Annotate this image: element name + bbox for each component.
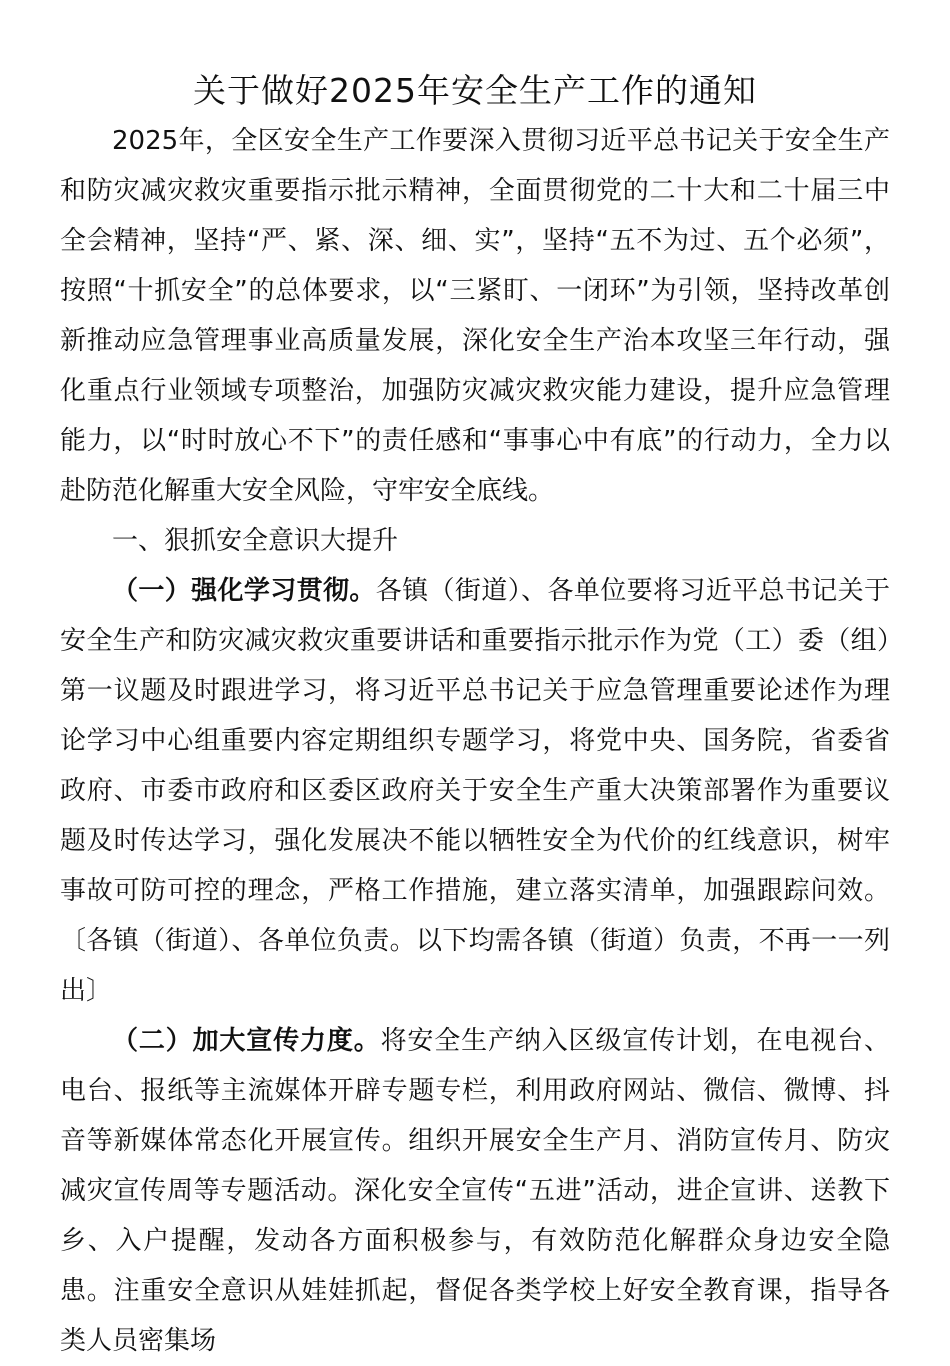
document-title: 关于做好2025年安全生产工作的通知 bbox=[193, 71, 757, 110]
section-heading-1: 一、狠抓安全意识大提升 bbox=[112, 526, 399, 556]
item-text-1: 各镇（街道）、各单位要将习近平总书记关于安全生产和防灾减灾救灾重要讲话和重要指示批示作为党（工）委（组）第一议题及时跟进学习，将习近平总书记关于应急管理重要论述作为理论学习中心组重要内容定期组织专题学习，将党中央、国务院，省委省政府、市委市政府和区委区政府关于安全生产重大决策部署作为重要议题及时传达学习，强化发展决不能以牺牲安全为代价的红线意识，树牢事故可防可控的理念，严格工作措施，建立落实清单，加强跟踪问效。〔各镇（街道）、各单位负责。以下均需各镇（街道）负责，不再一一列出〕 bbox=[60, 576, 890, 1006]
item-lead-2: （二）加大宣传力度。 bbox=[112, 1026, 381, 1056]
document-body bbox=[60, 116, 890, 1366]
item-paragraph-2 bbox=[60, 1016, 890, 1366]
item-lead-1: （一）强化学习贯彻。 bbox=[112, 576, 376, 606]
item-text-2: 将安全生产纳入区级宣传计划，在电视台、电台、报纸等主流媒体开辟专题专栏，利用政府网站、微信、微博、抖音等新媒体常态化开展宣传。组织开展安全生产月、消防宣传月、防灾减灾宣传周等专题活动。深化安全宣传“五进”活动，进企宣讲、送教下乡、入户提醒，发动各方面积极参与，有效防范化解群众身边安全隐患。注重安全意识从娃娃抓起，督促各类学校上好安全教育课，指导各类人员密集场 bbox=[60, 1026, 890, 1356]
item-paragraph-1 bbox=[60, 566, 890, 1016]
intro-paragraph: 2025年，全区安全生产工作要深入贯彻习近平总书记关于安全生产和防灾减灾救灾重要指示批示精神，全面贯彻党的二十大和二十届三中全会精神，坚持“严、紧、深、细、实”，坚持“五不为过、五个必须”，按照“十抓安全”的总体要求，以“三紧盯、一闭环”为引领，坚持改革创新推动应急管理事业高质量发展，深化安全生产治本攻坚三年行动，强化重点行业领域专项整治，加强防灾减灾救灾能力建设，提升应急管理能力，以“时时放心不下”的责任感和“事事心中有底”的行动力，全力以赴防范化解重大安全风险，守牢安全底线。 bbox=[60, 126, 890, 506]
